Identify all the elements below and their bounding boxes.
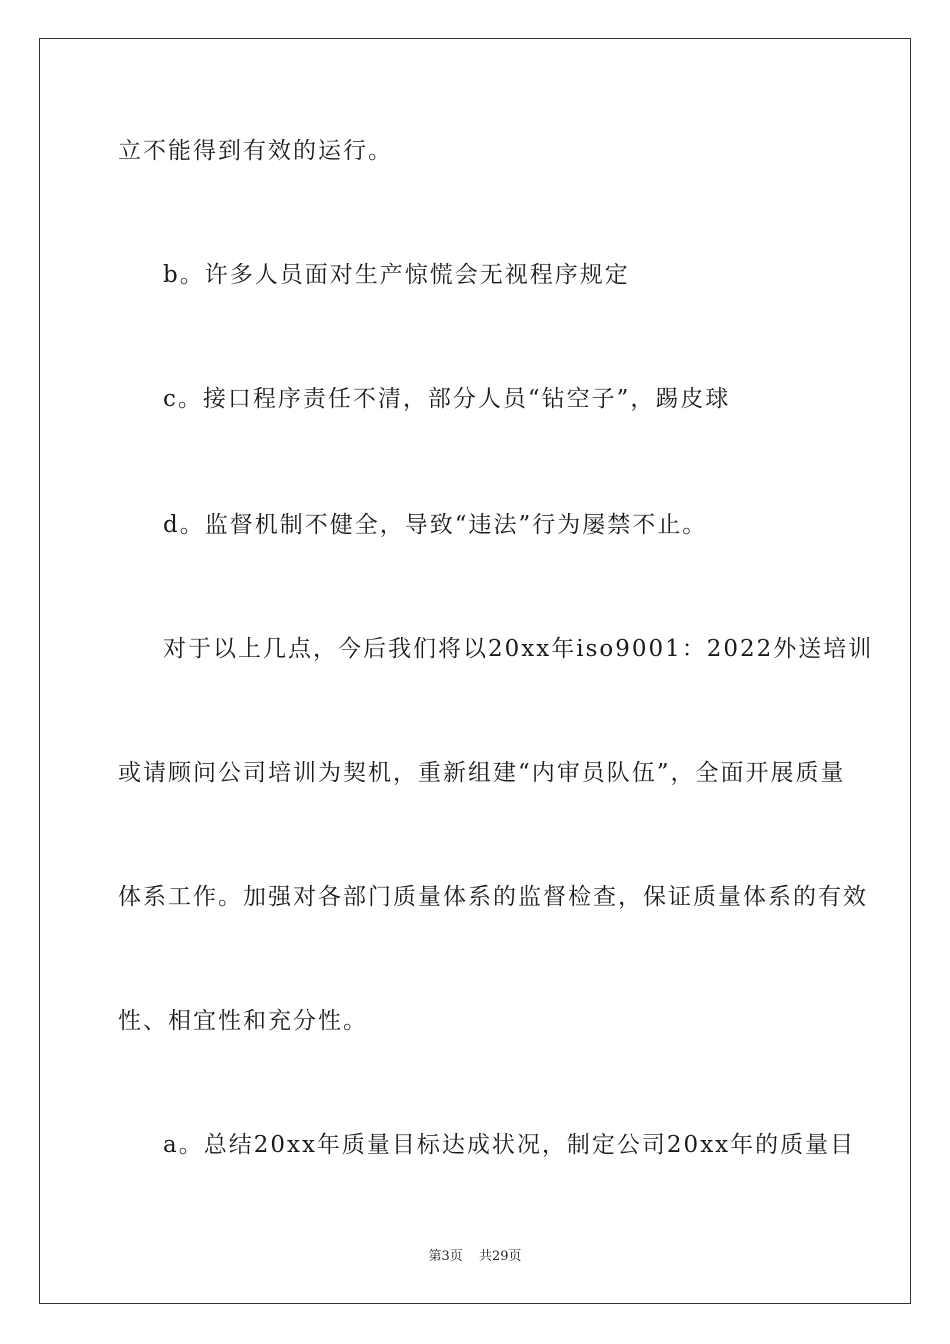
body-line-3: c。接口程序责任不清，部分人员“钻空子”，踢皮球 — [163, 386, 731, 412]
body-line-5: 对于以上几点，今后我们将以20xx年iso9001：2022外送培训 — [163, 636, 874, 662]
page-number: 第3页 — [428, 1249, 463, 1264]
body-line-6: 或请顾问公司培训为契机，重新组建“内审员队伍”，全面开展质量 — [118, 760, 846, 786]
body-line-2: b。许多人员面对生产惊慌会无视程序规定 — [163, 262, 630, 288]
page-total: 共29页 — [478, 1249, 522, 1264]
body-line-4: d。监督机制不健全，导致“违法”行为屡禁不止。 — [163, 512, 708, 538]
body-line-9: a。总结20xx年质量目标达成状况，制定公司20xx年的质量目 — [163, 1132, 856, 1158]
page-footer — [0, 1248, 950, 1266]
body-line-7: 体系工作。加强对各部门质量体系的监督检查，保证质量体系的有效 — [118, 884, 868, 910]
page-border — [39, 38, 911, 1304]
body-line-8: 性、相宜性和充分性。 — [118, 1008, 368, 1034]
body-line-1: 立不能得到有效的运行。 — [118, 138, 393, 164]
